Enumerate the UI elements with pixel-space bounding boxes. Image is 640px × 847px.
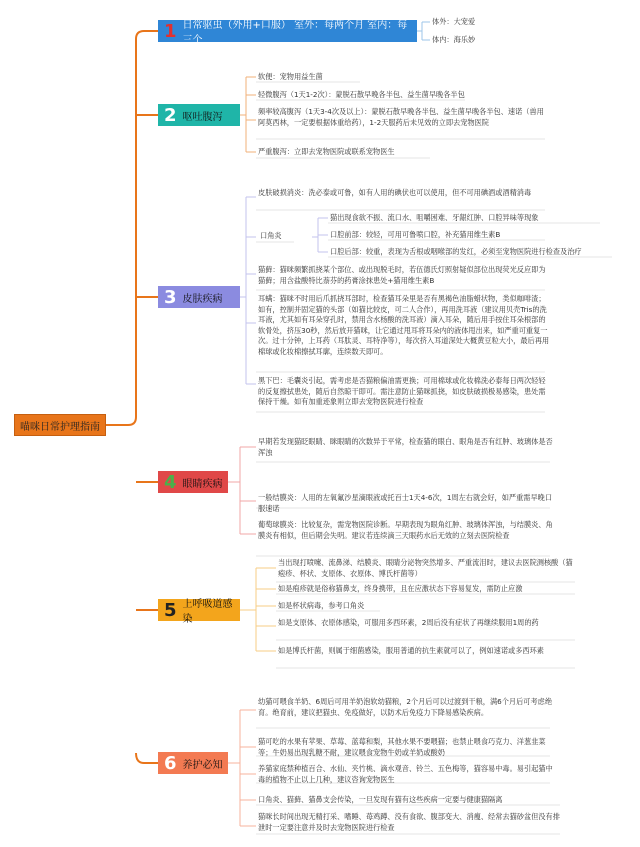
cat4-item-2: 一般结膜炎：人用的左氧氟沙星滴眼液或托百士1天4-6次，1周左右就会好，如严重需早晚口服速诺 bbox=[258, 493, 553, 513]
category-4-number: 4 bbox=[164, 471, 177, 493]
cat3-item-1: 皮肤破损消炎：洗必泰或可鲁，如有人用的碘伏也可以使用，但不可用碘酒或酒精消毒 bbox=[258, 188, 532, 197]
cat5-item-2: 如是疱疹就是俗称猫鼻支，终身携带，且在应激状态下容易复发，需防止应激 bbox=[278, 584, 523, 593]
cat3-sub-3: 口腔后部：较重，表现为舌根或咽喉部的发红，必须至宠物医院进行检查及治疗 bbox=[330, 247, 582, 256]
cat6-item-1: 幼猫可喂食羊奶、6周后可用羊奶泡软幼猫粮，2个月后可以过渡到干粮，满6个月后可考虑绝育。绝育前，建议把猫虫、免疫做好，以防术后免疫力下降易感染疾病。 bbox=[258, 697, 553, 717]
category-2-number: 2 bbox=[164, 104, 177, 126]
cat1-item-2: 体内：海乐妙 bbox=[432, 35, 476, 44]
cat3-item-3: 猫藓：猫咪频繁抓挠某个部位、或出现脱毛时，若伍德氏灯照射疑似部位出现荧光反应即为猫藓；用含盐酸特比萘芬的药膏涂抹患处+猫用维生素B bbox=[258, 265, 546, 285]
category-4-node[interactable] bbox=[158, 471, 228, 493]
cat3-item-5: 黑下巴：毛囊炎引起，需考虑是否猫粮偏油需更换；可用棉球或化妆棉洗必泰每日两次轻轻的反复擦拭患处，随后自然晾干即可。需注意防止猫咪抓挠，如皮肤破损极易感染，患处需保持干燥。如有加重迹象则立即去宠物医院进行检查 bbox=[258, 376, 546, 406]
cat4-item-3: 葡萄球膜炎：比较复杂，需宠物医院诊断。早期表现为眼角红肿、玻璃体浑浊，与结膜炎、角膜炎有相似，但后期会失明。建议若连续滴三天眼药水后无效的立刻去医院检查 bbox=[258, 520, 553, 540]
category-3-number: 3 bbox=[164, 286, 177, 308]
cat3-item-2: 口角炎 bbox=[260, 231, 282, 240]
cat2-item-3: 频率较高腹泻（1天3-4次及以上）：蒙脱石散早晚各半包、益生菌早晚各半包、速诺（兽用阿莫西林，一定要根据体重给药），1-2天服药后未见效的立即去宠物医院 bbox=[258, 107, 544, 127]
cat5-item-1: 当出现打喷嚏、流鼻涕、结膜炎、眼睛分泌物突然增多、严重流泪时，建议去医院测核酸（猫疱疹、杯状、支原体、衣原体、博氏杆菌等） bbox=[278, 558, 573, 578]
cat2-item-4: 严重腹泻：立即去宠物医院或联系宠物医生 bbox=[258, 147, 395, 156]
category-6-node[interactable] bbox=[158, 752, 228, 774]
category-5-title: 上呼吸道感染 bbox=[182, 599, 233, 625]
cat1-item-1: 体外：大宠爱 bbox=[432, 17, 476, 26]
cat3-item-4: 耳螨：猫咪不时用后爪抓挠耳部时，检查猫耳朵里是否有黑褐色油脂蜡状物，类似咖啡渣；如有，控制并固定猫的头部（如猫比较皮，可二人合作），再用洗耳液（建议用贝壳Tris的洗耳液，尤其如有耳朵穿孔时，禁用含水杨酸的洗耳液）滴入耳朵，随后用手按住耳朵根部的软骨处，挤压30秒，然后放开猫咪，让它通过甩耳将耳朵内的液体甩出来，如严重可重复一次。过十分钟，上耳药（耳肽灵、耳特净等），每次挤入耳道深处大概黄豆粒大小，最后再用棉球或化妆棉擦拭耳廓，连续数天即可。 bbox=[258, 294, 550, 356]
category-4-title: 眼睛疾病 bbox=[182, 478, 223, 490]
category-5-number: 5 bbox=[164, 599, 177, 621]
category-6-number: 6 bbox=[164, 752, 177, 774]
category-3-title: 皮肤疾病 bbox=[182, 293, 223, 305]
category-2-node[interactable] bbox=[158, 104, 240, 126]
cat5-item-5: 如是博氏杆菌，则属于细菌感染，服用普通的抗生素就可以了，例如速诺或多西环素 bbox=[278, 646, 544, 655]
cat5-item-3: 如是杯状病毒，参考口角炎 bbox=[278, 601, 365, 610]
cat2-item-2: 轻微腹泻（1天1-2次）：蒙脱石散早晚各半包、益生菌早晚各半包 bbox=[258, 90, 465, 99]
cat3-sub-2: 口腔前部：较轻，可用可鲁喷口腔，补充猫用维生素B bbox=[330, 230, 501, 239]
cat5-item-4: 如是支原体、衣原体感染，可服用多西环素，2周后没有症状了再继续服用1周的药 bbox=[278, 618, 539, 627]
category-5-node[interactable] bbox=[158, 599, 240, 625]
category-6-title: 养护必知 bbox=[182, 759, 223, 771]
category-3-node[interactable] bbox=[158, 286, 240, 308]
cat6-item-2: 猫可吃的水果有苹果、草莓、蓝莓和梨，其他水果不要喂猫；也禁止喂食巧克力、洋葱韭菜等；牛奶易出现乳糖不耐，建议喂食宠物牛奶或羊奶或酸奶 bbox=[258, 737, 546, 757]
category-1-number: 1 bbox=[164, 20, 177, 42]
category-1-title: 日常驱虫（外用+口服） 室外：每两个月 室内：每三个 bbox=[182, 20, 408, 46]
cat6-item-5: 猫咪长时间出现无精打采、嗜睡、苺鸡蹲、没有食欲、腹部变大、消瘦、经常去猫砂盆但没有排泄时一定要注意并及时去宠物医院进行检查 bbox=[258, 812, 560, 832]
cat3-sub-1: 猫出现食欲不振、流口水、咀嚼困难、牙龈红肿、口腔异味等现象 bbox=[330, 213, 539, 222]
cat4-item-1: 早期若发现猫眨眼睛、眯眼睛的次数异于平常，检查猫的眼白、眼角是否有红肿、玻璃体是否浑浊 bbox=[258, 437, 553, 457]
cat2-item-1: 软便：宠物用益生菌 bbox=[258, 72, 323, 81]
category-1-node[interactable] bbox=[158, 20, 417, 46]
cat6-item-3: 养猫家庭禁种植百合、水仙、夹竹桃、滴水观音、铃兰、五色梅等，猫容易中毒。易引起猫中毒的植物不止以上几种，建议咨询宠物医生 bbox=[258, 764, 553, 784]
cat6-item-4: 口角炎、猫藓、猫鼻支会传染，一旦发现有猫有这些疾病一定要与健康猫隔离 bbox=[258, 795, 503, 804]
category-2-title: 呕吐腹泻 bbox=[182, 111, 223, 123]
root-node[interactable]: 喵咪日常护理指南 bbox=[14, 414, 106, 436]
